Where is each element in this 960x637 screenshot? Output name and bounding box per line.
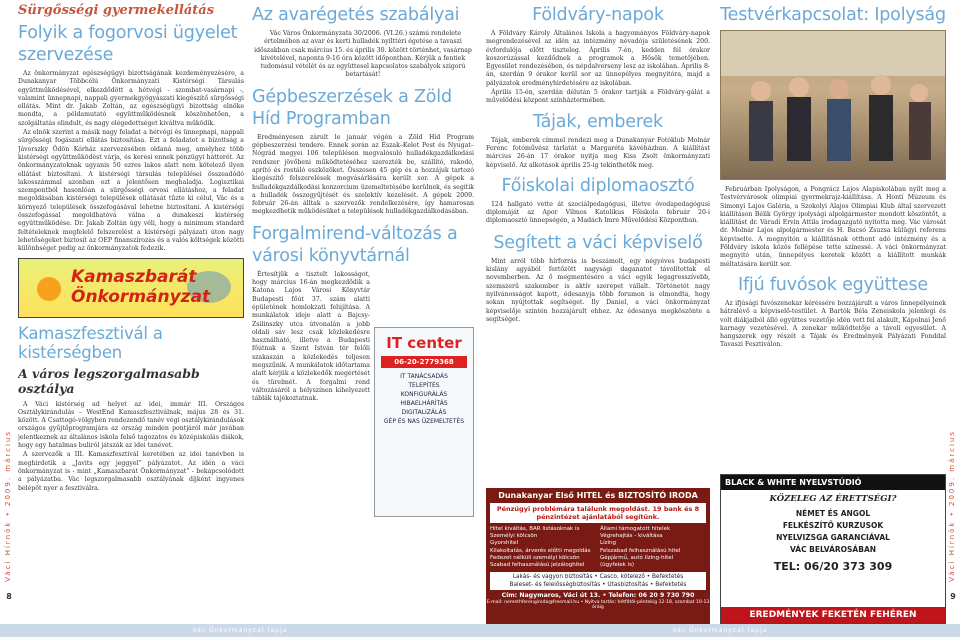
ad-banner: Pénzügyi problémára találunk megoldást. 19 bank és 8 pénzintézet ajánlatából segítünk. <box>490 503 706 523</box>
article-body <box>18 70 244 254</box>
ad-list-item: (ügyfelek is) <box>600 562 635 569</box>
column-3 <box>486 0 710 624</box>
article-title: Folyik a fogorvosi ügyelet szervezése <box>18 23 238 65</box>
itcenter-ad <box>374 327 474 517</box>
ad-phone: TEL: 06/20 373 309 <box>773 560 893 573</box>
article-title: Főiskolai diplomaosztó <box>501 175 695 196</box>
paragraph: Eredményesen zárult le január végén a Zöld Híd Program gépbeszerzési tendere. Ennek során az Észak–Kelet Pest és Nyugat–Nógrád megyei 106 településen megvalósuló hulladékgazdálkodási rendszer jövőbeni működtetéséhez szerezték be, szállító, rakodó, aprító és rostáló eszközöket. Összesen 45 gép és a hozzájuk tartozó kiegészítő felszerelések megvásárlására került sor. A gépek a hulladékgazdálkodási konzorcium üzemeltetésébe kerülnek, és segítik a hulladék összegyűjtését és szelektív kezelését. A gépek 2009. február 26-án álltak a szervezők rendelkezésére, így hamarosan megkezdhetik működésüket a települések hulladékgazdálkodásában. <box>252 133 474 216</box>
ad-service: DIGITALIZÁLÁS <box>401 408 447 416</box>
ad-list-item: Felszabad felhasználású hitel <box>600 547 681 554</box>
article-kicker: Sürgősségi gyermekellátás <box>18 3 215 18</box>
ad-headline: Dunakanyar Első HITEL és BIZTOSÍTÓ IRODA <box>498 491 698 500</box>
article-title: Ifjú fuvósok együttese <box>738 274 928 295</box>
article-title: Kamaszfesztivál a kistérségben <box>18 323 163 362</box>
paragraph: A Váci kistérség ad helyet az idei, immár III. Országos Osztálykirándulás – WestEnd Kamaszfesztiválnak, május 28 és 31. között. A Csattogó-völgyben rendezendő tanév végi osztálykirándulások országos gyűjtőprogramjára az ország minden pontjáról már javában jelentkeznek az általános iskola felső tagozatos és középiskolás diákok, hogy egy hatalmas buliról játszák az idei tanévet. <box>18 400 244 450</box>
ad-list-item: Fedezet nélküli személyi kölcsön <box>490 554 580 561</box>
article-title: Gépbeszerzések a Zöld Híd Programban <box>252 86 452 129</box>
article-body <box>486 137 710 170</box>
page-number-left: 8 <box>6 592 12 601</box>
ad-line: NÉMET ÉS ANGOL <box>795 509 871 518</box>
ad-ribbon: EREDMÉNYEK FEKETÉN FEHÉREN <box>721 607 945 623</box>
article-title: Az avarégetés szabályai <box>252 5 460 25</box>
footer-text: Vác Önkormányzat lapja <box>672 627 768 634</box>
article-body <box>486 30 710 106</box>
ad-list-item: Személyi kölcsön <box>490 533 538 540</box>
ad-list-item: Kilakoltatás, árverés előtti megoldás <box>490 547 591 554</box>
article-body <box>18 401 244 493</box>
ad-line: VÁC BELVÁROSÁBAN <box>789 545 877 554</box>
ad-service: HIBAELHÁRÍTÁS <box>400 399 448 407</box>
ad-contact: E-mail: nemethferengiroda@freemail.hu • Nyitva tartás: hétfőtől-péntekig 12-18, szombat 10-13 óráig <box>486 600 710 611</box>
footer-right <box>480 624 960 637</box>
kamaszbarat-ad <box>18 258 244 318</box>
paragraph: 124 hallgató vette át szociálpedagógusi, illetve óvodapedagógusi diplomáját az Apor Vilmos Katolikus Főiskola február 20-i diplomaosztó ünnepségén, a Madách Imre Művelődési Központban. <box>486 200 710 225</box>
paragraph: A szervezők a III. Kamaszfesztivál keretében az idei tanévben is meghirdetik a „Javits egy jeggyel” pályázatot. Az idén a váci önkormányzat is - mint „Kamaszbarát Önkormányzat” - bekapcsolódott a pályázatba. Vác legszorgalmasabb osztályának díjként ingyenes belépőt nyer a fesztiválra. <box>18 451 244 492</box>
page-number-right: 9 <box>950 592 956 601</box>
footer-left <box>0 624 480 637</box>
ad-list-item: Szabad felhasználású jelzáloghitel <box>490 562 585 569</box>
column-1 <box>18 0 244 624</box>
article-body <box>252 271 370 517</box>
ad-line-2: Önkormányzat <box>71 286 211 307</box>
article-body <box>486 201 710 226</box>
column-2 <box>252 0 474 624</box>
ad-service: TELEPÍTÉS <box>408 381 440 389</box>
article-title: Testvérkapcsolat: Ipolyság <box>720 5 946 25</box>
photo-ceremony <box>720 30 946 180</box>
ad-phone: 06-20-2779368 <box>381 356 467 368</box>
footer-text: Vác Önkormányzat lapja <box>192 627 288 634</box>
ad-title: BLACK & WHITE NYELVSTÚDIÓ <box>721 475 945 490</box>
paragraph: Vác Város Önkormányzata 30/2006. (VI.26.) számú rendelete értelmében az avar és kerti hulladék nyílttéri égetése a tavaszi időszakban csak március 15. és április 30. között történhet, vasárnap kivételével, naponta 9-16 óra között időpontban. Kérjük a fentiek tudomásul vételét és az együttesel kapcsolatos szabályok szigorú betartását! <box>254 30 472 79</box>
right-margin-strip <box>946 0 960 637</box>
ad-line: FELKÉSZÍTŐ KURZUSOK <box>782 521 884 530</box>
ad-contact: Cím: Nagymaros, Váci út 13. • Telefon: 06 20 9 730 790 <box>501 592 695 600</box>
article-subtitle: A város legszorgalmasabb osztálya <box>18 365 200 396</box>
ad-list-item: Lízing <box>600 540 616 547</box>
photo-people-art <box>721 31 945 180</box>
ad-list-item: Állami támogatott hitelek <box>600 526 671 532</box>
ad-line: NYELVIZSGA GARANCIÁVAL <box>776 533 890 542</box>
paragraph: Az ifjúsági fuvószenekar kéréssére bozzájárult a város ünnepélyeinek hátralévő a képviselő-testület. A Bartók Béla Zeneiskola jelenlegi és volt diákjaiból álló együttes vezetője idén vett fel alakult, Kápolnai Jenő karnagy vezetésével. A zenekar működtetője a távoli egyesület. A hangszerek egy részét a Tájak és Eredmények Pályázati Fonddal Tavaszi Fesztiválon. <box>720 299 946 349</box>
ad-list-item: Gépjármű, autó lízing-hitel <box>600 554 674 561</box>
paragraph: Mint arról több hírforrás is beszámolt, egy négyéves budapesti kislány agyából fertőzött nagysági daganatot távolítottak el novemberben. Az ő megmentésére a váci egyik legagresszívebb, szemszerű szakember is aktív szerepet vállalt. Történetét nagy nyilvánosságot kapott, édesanyja több forumon is elmondta, hogy sokan nyújtottak segítséget. Ily Daniel, a váci önkormányzat képviselője szintén hozzájárult ehhez. Az édesanya megköszönte a segítséget. <box>486 257 710 323</box>
ad-list-item: Hitel kiváltás, BAR listásoknak is <box>490 526 580 532</box>
paragraph: Az elnök szerint a másik nagy feladat a hétvégi és ünnepnapi, nappali sürgősségi fogászati ellátás biztosítása. Ezt a feladatot a bizottság a Jávorszky Ödön Kórház szervezésében oldaná meg, amelyhez több kistérségi együttműködést várja, és keresi ennek pénzügyi hátterét. Az önkormányzatoknak ugyanis 50 ezres lakos alatt nem kötelező ilyen ellátást biztosítani. A kistérségi társulás települései összeadódó lakosszámmal azonban ezt a jelentősen meghaladja. Logisztikai szempontból hasonlóan a sürgősségi orvosi ellátáshoz, a feladat megoldásában kistérségi települések ellátását tűzte ki célul, Vác és a környező települések összefogásával lehetne biztosítani. A kistérségi összefogással megoldhatóvá válna a dunakeszi kistérség együttműködése. Dr. Jakab Zoltán úgy véli, hogy a minimum standard feltételeknek megfelelő felszerelést a kistérségi pályázati úton nagy lehetőségeket biztosít az OEP finanszírozás és a valós költségek közötti különbséget pedig az önkormányzatok fedezik. <box>18 129 244 253</box>
article-body <box>252 30 474 80</box>
ad-services: Lakás- és vagyon biztosítás • Casco, kötelező • Befektetés <box>512 574 684 581</box>
ad-slogan: KÖZELEG AZ ÉRETTSÉGI? <box>769 494 897 504</box>
column-4 <box>720 0 946 624</box>
ad-service: IT TANÁCSADÁS <box>400 372 448 380</box>
left-margin-strip <box>2 0 16 637</box>
article-body <box>720 300 946 350</box>
strip-text: Váci Hírnök • 2009. március <box>4 430 12 582</box>
ad-list-item: Végrehajtás - kiváltása <box>600 533 663 540</box>
ad-services: Baleset- és felelősségbiztosítás • Utasbiztosítás • Befektetés <box>509 582 687 589</box>
paragraph: Tájak, emberek címmel rendezi meg a Dunakanyar Fotóklub Molnár Ferenc fotóművész tárlatát a Margaréta kávéházban. A kiállítást március 26-án 17 órakor nyitja meg Kiss Zsolt önkormányzati képviselő. Az alkotások április 25-ig tekinthetők meg. <box>486 136 710 169</box>
ad-service: GÉP ÉS NAS ÜZEMELTETÉS <box>383 417 465 425</box>
ad-list-item: Gyorshitel <box>490 540 519 547</box>
ad-brand: IT center <box>386 333 462 352</box>
page-footer <box>0 624 960 637</box>
article-body <box>720 186 946 269</box>
article-body <box>252 134 474 217</box>
nyelvstudio-ad <box>720 474 946 624</box>
ad-line-1: Kamaszbarát <box>71 266 197 287</box>
article-body <box>486 258 710 324</box>
article-title: Tájak, emberek <box>533 111 663 132</box>
article-title: Földváry-napok <box>532 5 664 25</box>
paragraph: Februárban Ipolyságon, a Pongrácz Lajos Alapiskolában nyílt meg a Testvérvárosok olimpiai gyermekrajz-kiállítása. A Hontí Múzeum és Simonyi Lajos Galéria, a Szokolyi Alajos Olimpiai Klub által szervezett kiállításon Bélik György ipolysági alpolgármester mondott köszöntőt, a kiállítást dr. Váradi Ervin Attila irodagazgató nyitotta meg. Vác városát dr. Molnár Lajos alpolgármester és H. Bacsó Zsuzsa külügyi referens képviselte. A megnyitón a kiállításnak otthont adó intézmény és a Földváry iskola közös fellépése tette színessé. A váci önkormányzat megnyitó után, ünnepélyes keretek között a kiállított munkák méltatására került sor. <box>720 186 946 268</box>
hitel-ad <box>486 488 710 624</box>
paragraph: Április 15-én, szerdán délután 5 órakor tartják a Földváry-gálát a művelődési központ színháztermében. <box>486 89 710 105</box>
paragraph: A Földváry Károly Általános Iskola a hagyományos Földváry-napok megrendezésével az idén az intézmény névadója születésének 200. évfordulója előtt tiszteleg. Április 7-én, kedden fél órakor koszorúzással kezdődnek a programok a Hősök temetőjében. Egyesület rendezésében, és népdalverseny lesz az iskolában. Április 8-án, szerdán 9 órakor kerül sor az ünnepélyes megnyitóra, majd a pályázatok eredményhirdetésére az iskolában. <box>486 30 710 87</box>
article-title: Segített a váci képviselő <box>493 232 703 253</box>
strip-text: Váci Hírnök • 2009. március <box>948 430 956 582</box>
ad-service: KONFIGURÁLÁS <box>400 390 448 398</box>
paragraph: Az önkormányzat egészségügyi bizottságának kezdeményezésére, a Dunakanyar Többcélú Önkormányzati Kistérségi Társulás együttműködésével, elkezdődött a hétvégi - szombat-vasárnapi -, valamint ünnepnapi, nappali gyermekgyógyászati kiegészítő sürgősségi ellátás. Mint dr. Jakab Zoltán, az egészségügyi bizottság elnöke mondta, a példamutató együttműködésnek köszönhetően, a szolgáltatás elindult, és nagy elégedettséget kiváltva működik. <box>18 70 244 127</box>
paragraph: Értesítjük a tisztelt lakosságot, hogy március 16-án megkezdődik a Katona Lajos Városi Könyvtár Budapesti főút 37. szám alatti épületének homlokzati felújítása. A munkálatok ideje alatt a Bajcsy-Zsilinszky utca útvonalán a jobb oldali sáv lesz csak közlekedésre használható, illetve a Budapesti főútnak a Szent István tér felőli szakaszán a közlekedés teljesen megszűnik. A munkálatok időtartama alatt kérjük a közlekedők megértését és türelmét. A forgalmi rend változásáról a helyszínen kihelyezett táblák tájékoztatnak. <box>252 270 370 403</box>
article-title: Forgalmirend-változás a városi könyvtárnál <box>252 223 458 266</box>
